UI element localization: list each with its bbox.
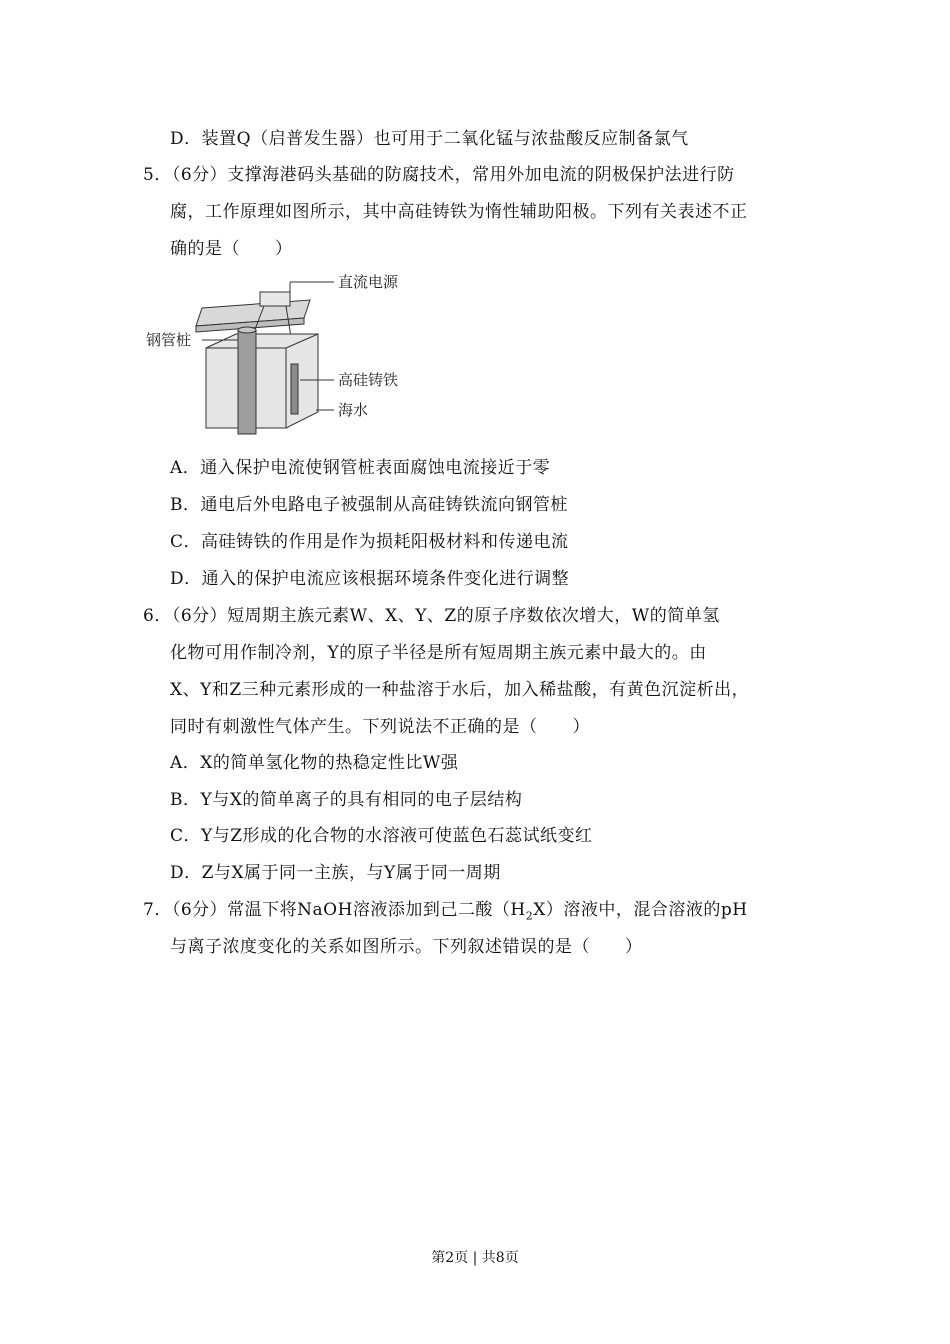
question-5-stem-line-2: 腐，工作原理如图所示，其中高硅铸铁为惰性辅助阳极。下列有关表述不正 bbox=[170, 202, 748, 222]
question-6-stem-line-4: 同时有刺激性气体产生。下列说法不正确的是（ ） bbox=[170, 717, 590, 737]
question-5-option-d: D．通入的保护电流应该根据环境条件变化进行调整 bbox=[170, 569, 570, 589]
question-6-option-b: B．Y与X的简单离子的具有相同的电子层结构 bbox=[170, 790, 523, 810]
question-4-option-d: D．装置Q（启普发生器）也可用于二氧化锰与浓盐酸反应制备氯气 bbox=[170, 129, 689, 149]
q7-subscript: 2 bbox=[525, 909, 534, 923]
steel-pile-label: 钢管桩 bbox=[146, 331, 192, 349]
question-5-option-c: C．高硅铸铁的作用是作为损耗阳极材料和传递电流 bbox=[170, 532, 569, 552]
question-5-option-a: A．通入保护电流使钢管桩表面腐蚀电流接近于零 bbox=[170, 458, 551, 478]
page-footer: 第2页 | 共8页 bbox=[431, 1250, 519, 1266]
question-6-option-d: D．Z与X属于同一主族，与Y属于同一周期 bbox=[170, 863, 501, 883]
q7-text-b: X）溶液中，混合溶液的pH bbox=[533, 900, 748, 920]
anode-label: 高硅铸铁 bbox=[338, 371, 399, 389]
question-6-stem-line-2: 化物可用作制冷剂，Y的原子半径是所有短周期主族元素中最大的。由 bbox=[170, 643, 707, 663]
seawater-label: 海水 bbox=[338, 401, 369, 419]
question-7-stem-line-2: 与离子浓度变化的关系如图所示。下列叙述错误的是（ ） bbox=[170, 937, 643, 957]
question-5-stem-line-1: 5．（6分）支撑海港码头基础的防腐技术，常用外加电流的阴极保护法进行防 bbox=[143, 165, 735, 185]
question-7-stem-line-1 bbox=[143, 898, 748, 928]
question-6-option-c: C．Y与Z形成的化合物的水溶液可使蓝色石蕊试纸变红 bbox=[170, 826, 593, 846]
question-6-option-a: A．X的简单氢化物的热稳定性比W强 bbox=[170, 753, 459, 773]
power-source-label: 直流电源 bbox=[338, 273, 399, 291]
question-6-stem-line-1: 6．（6分）短周期主族元素W、X、Y、Z的原子序数依次增大，W的简单氢 bbox=[143, 606, 720, 626]
question-5-option-b: B．通电后外电路电子被强制从高硅铸铁流向钢管桩 bbox=[170, 495, 568, 515]
q7-text-a: 7．（6分）常温下将NaOH溶液添加到己二酸（H bbox=[143, 900, 526, 920]
question-5-stem-line-3: 确的是（ ） bbox=[170, 239, 293, 259]
question-6-stem-line-3: X、Y和Z三种元素形成的一种盐溶于水后，加入稀盐酸，有黄色沉淀析出， bbox=[170, 680, 750, 700]
cathodic-protection-diagram bbox=[140, 272, 440, 450]
